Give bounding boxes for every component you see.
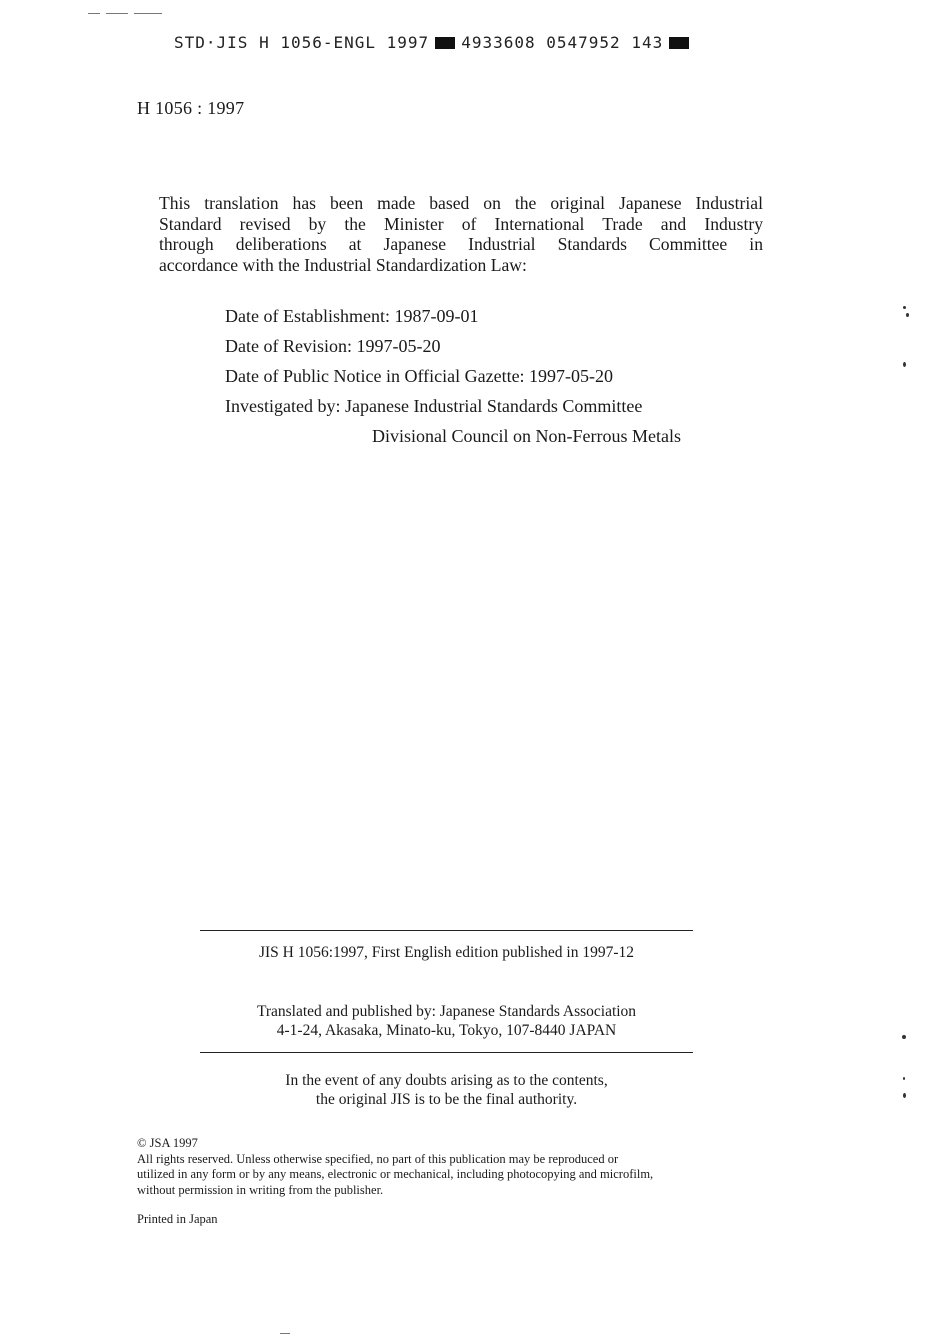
scan-artifact: [903, 1093, 906, 1098]
top-divider: [200, 930, 693, 931]
intro-line: through deliberations at Japanese Industrial Standards Committee in: [159, 234, 763, 255]
investigated-by: Investigated by: Japanese Industrial Standards Committee: [225, 396, 643, 416]
authority-line: the original JIS is to be the final authority.: [315, 1091, 578, 1108]
date-public-notice: Date of Public Notice in Official Gazette: 1997-05-20: [225, 366, 614, 386]
scan-artifact: [902, 1035, 906, 1039]
dates-block: [225, 305, 681, 455]
divisional-council: Divisional Council on Non-Ferrous Metals: [372, 426, 681, 446]
copyright-notice: [137, 1136, 762, 1198]
header-serial-number: 4933608 0547952 143: [461, 33, 664, 52]
date-establishment: Date of Establishment: 1987-09-01: [225, 306, 479, 326]
scan-artifact: [280, 1333, 290, 1334]
scan-artifact: [88, 13, 100, 14]
scan-artifact: [903, 1077, 905, 1080]
scan-artifact: [903, 362, 906, 367]
intro-paragraph: [159, 193, 763, 275]
scan-artifact: [906, 313, 909, 317]
bottom-divider: [200, 1052, 693, 1053]
scan-artifact: [106, 13, 128, 14]
scan-header: [174, 33, 695, 52]
rights-line: utilized in any form or by any means, electronic or mechanical, including photocopying and microfilm,: [137, 1167, 654, 1181]
intro-line: Standard revised by the Minister of International Trade and Industry: [159, 213, 763, 234]
rights-line: without permission in writing from the publisher.: [137, 1182, 384, 1197]
intro-line: accordance with the Industrial Standardization Law:: [159, 254, 527, 275]
authority-line: In the event of any doubts arising as to the contents,: [285, 1072, 608, 1089]
scan-artifact: [903, 306, 906, 309]
edition-statement: JIS H 1056:1997, First English edition published in 1997-12: [258, 944, 635, 961]
scan-artifact: [134, 13, 162, 14]
printed-in: Printed in Japan: [137, 1212, 218, 1226]
copyright-mark: © JSA 1997: [137, 1136, 198, 1150]
intro-line: This translation has been made based on the original Japanese Industrial: [159, 193, 763, 213]
header-standard-code: STD·JIS H 1056-ENGL 1997: [174, 33, 430, 52]
document-number: H 1056 : 1997: [137, 98, 245, 118]
rights-line: All rights reserved. Unless otherwise specified, no part of this publication may be reproduced or: [137, 1151, 619, 1166]
publisher-address: 4-1-24, Akasaka, Minato-ku, Tokyo, 107-8440 JAPAN: [276, 1022, 617, 1039]
publisher-line: Translated and published by: Japanese Standards Association: [256, 1003, 637, 1020]
date-revision: Date of Revision: 1997-05-20: [225, 336, 441, 356]
redaction-block: [669, 37, 689, 49]
redaction-block: [435, 37, 455, 49]
